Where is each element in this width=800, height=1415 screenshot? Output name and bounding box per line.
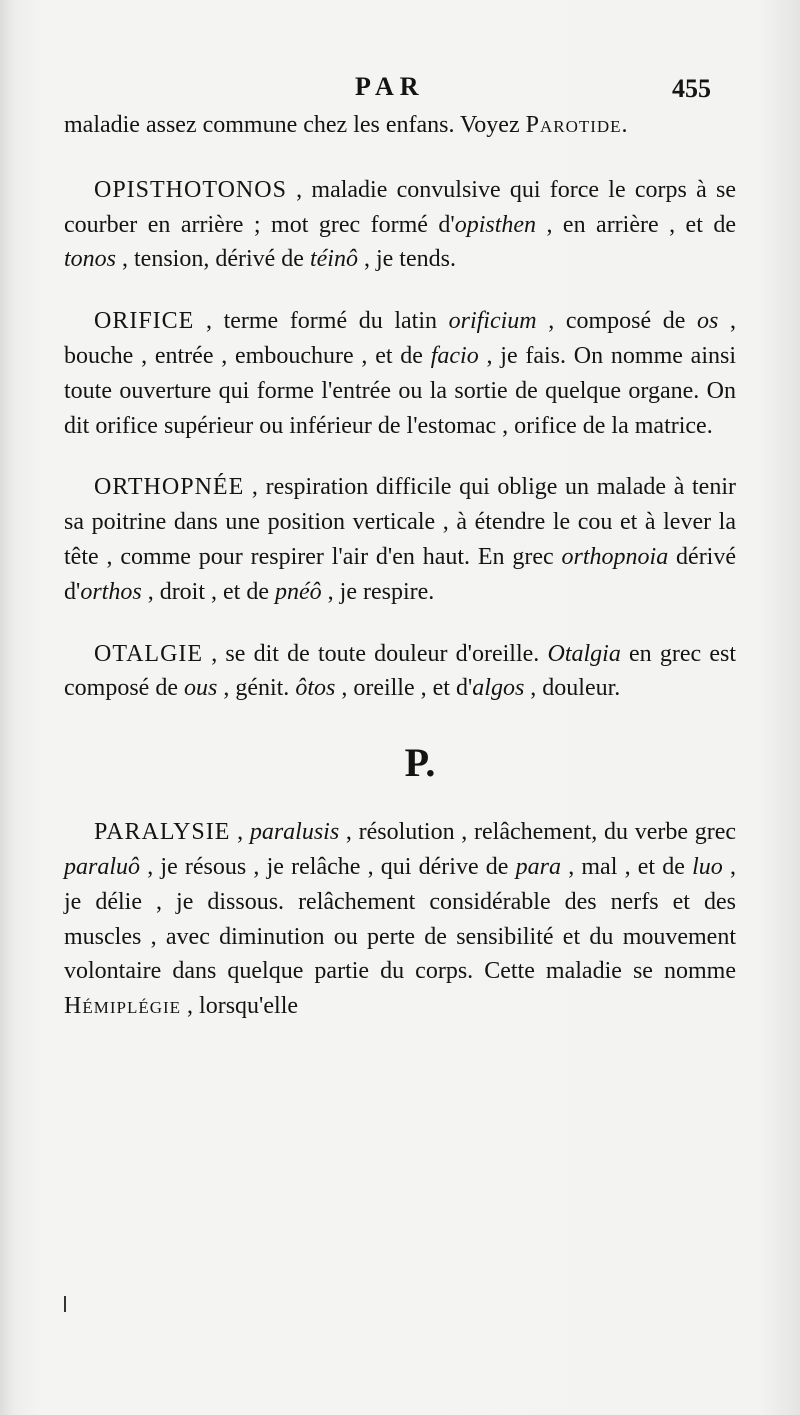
etymology-term: Otalgia xyxy=(547,640,621,667)
etymology-term: téinô xyxy=(309,246,358,273)
section-letter: P. xyxy=(404,740,436,786)
etymology-term: paraluô xyxy=(64,853,141,880)
entry-orthopnee xyxy=(64,470,736,609)
etymology-term: paralusis xyxy=(249,819,340,846)
entry-text: , bouche , entrée , embouchure , et de xyxy=(64,308,737,369)
entry-text: , maladie convulsive qui force le corps à se courber en arrière ; mot grec formé d' xyxy=(64,176,736,238)
etymology-term: os xyxy=(697,308,719,335)
entry-text: , je délie , je dissous. relâchement considérable des nerfs et des muscles , avec diminution ou perte de sensibilité et du mouvement volontaire dans quelque partie du corps. Cette maladie se nomme xyxy=(64,853,736,985)
cross-reference: Parotide. xyxy=(525,112,629,138)
etymology-term: facio xyxy=(430,342,479,369)
entry-headword: ORTHOPNÉE xyxy=(94,474,245,501)
entry-headword: OTALGIE xyxy=(94,640,204,667)
entry-text: , lorsqu'elle xyxy=(181,993,299,1020)
body-text xyxy=(64,108,736,1051)
etymology-term: orthopnoia xyxy=(561,543,669,570)
entry-text: , génit. xyxy=(217,675,296,702)
entry-text: , je tends. xyxy=(357,246,456,273)
entry-headword: OPISTHOTONOS xyxy=(94,176,287,203)
etymology-term: orificium xyxy=(448,308,537,335)
entry-text: , je résous , je relâche , qui dérive de xyxy=(140,853,516,880)
entry-text: dérivé d' xyxy=(64,543,737,605)
etymology-term: orthos xyxy=(80,578,142,605)
entry-text: , résolution , relâchement, du verbe grec xyxy=(339,819,736,846)
running-head: PAR xyxy=(355,72,425,101)
page-header xyxy=(0,72,800,108)
continuation-paragraph xyxy=(64,108,736,143)
continuation-text: maladie assez commune chez les enfans. Voyez xyxy=(64,112,526,138)
etymology-term: tonos xyxy=(64,246,117,273)
etymology-term: luo xyxy=(692,853,723,880)
entry-text: , se dit de toute douleur d'oreille. xyxy=(203,640,548,667)
print-mark xyxy=(64,1296,66,1312)
entry-orifice xyxy=(64,304,736,443)
entry-text: , xyxy=(230,819,250,846)
entry-text: , terme formé du latin xyxy=(194,308,449,335)
etymology-term: ous xyxy=(183,675,218,702)
entry-text: en grec est composé de xyxy=(64,640,737,702)
entry-text: , en arrière , et de xyxy=(536,211,736,238)
entry-text: , tension, dérivé de xyxy=(116,246,310,273)
entry-text: , douleur. xyxy=(524,675,621,702)
etymology-term: algos xyxy=(472,675,525,702)
page-number: 455 xyxy=(672,74,711,103)
entry-text: , oreille , et d' xyxy=(335,675,473,702)
entry-text: , droit , et de xyxy=(141,578,275,605)
entry-headword: PARALYSIE xyxy=(94,819,231,846)
entry-text: , mal , et de xyxy=(561,853,693,880)
entry-text: , respiration difficile qui oblige un malade à tenir sa poitrine dans une position verticale , à étendre le cou et à lever la tête , comme pour respirer l'air d'en haut. En grec xyxy=(64,474,736,570)
etymology-term: opisthen xyxy=(454,211,537,238)
etymology-term: pnéô xyxy=(275,578,322,605)
entry-paralysie xyxy=(64,815,736,1024)
entry-text: , je respire. xyxy=(321,578,435,605)
entry-text: , composé de xyxy=(536,308,698,335)
etymology-term: ôtos xyxy=(295,675,336,702)
entry-opisthotonos xyxy=(64,173,736,277)
entry-text: , je fais. On nomme ainsi toute ouverture qui forme l'entrée ou la sortie de quelque organe. On dit orifice supérieur ou inférieur de l'estomac , orifice de la matrice. xyxy=(64,342,736,439)
entry-otalgie xyxy=(64,637,736,707)
cross-reference: Hémiplégie xyxy=(64,993,182,1020)
entry-headword: ORIFICE xyxy=(94,308,195,335)
etymology-term: para xyxy=(515,853,561,880)
